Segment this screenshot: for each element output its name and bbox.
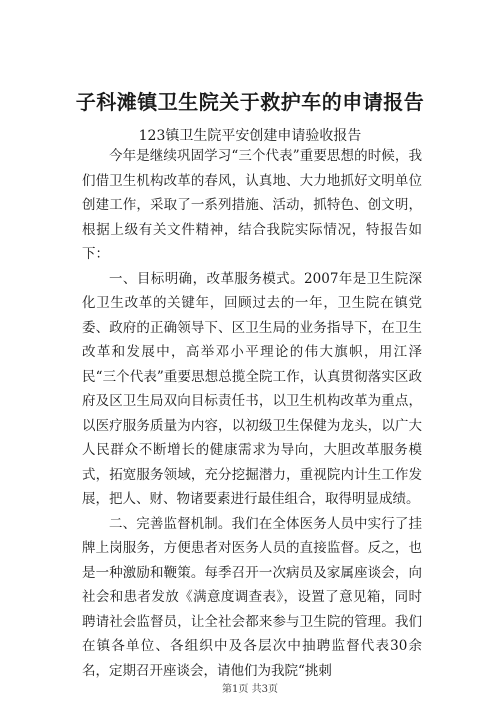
document-subtitle: 123镇卫生院平安创建申请验收报告 [138,128,362,144]
paragraph-section-1: 一、目标明确，改革服务模式。2007年是卫生院深化卫生改革的关键年，回顾过去的一年，卫生院在镇党委、政府的正确领导下、区卫生局的业务指导下，在卫生改革和发展中，高举邓小平理论的伟大旗帜，用江泽民“三个代表”重要思想总揽全院工作，认真贯彻落实区政府及区卫生局双向目标责任书，以卫生机构改革为重点，以医疗服务质量为内容，以初级卫生保健为龙头，以广大人民群众不断增长的健康需求为导向，大胆改革服务模式，拓宽服务领域，充分挖掘潜力，重视院内计生工作发展，把人、财、物诸要素进行最佳组合，取得明显成绩。 [82,270,422,507]
paragraph-intro: 今年是继续巩固学习“三个代表”重要思想的时候，我们借卫生机构改革的春风，认真地、大力地抓好文明单位创建工作，采取了一系列措施、活动，抓特色、创文明，根据上级有关文件精神，结合我院实际情况，特报告如下： [82,148,422,262]
page-footer: 第1页 共3页 [222,684,278,695]
document-body [82,144,422,683]
document-title: 子科滩镇卫生院关于救护车的申请报告 [75,90,425,114]
paragraph-section-2: 二、完善监督机制。我们在全体医务人员中实行了挂牌上岗服务，方便患者对医务人员的直接监督。反之，也是一种激励和鞭策。每季召开一次病员及家属座谈会，向社会和患者发放《满意度调查表》，设置了意见箱，同时聘请社会监督员，让全社会都来参与卫生院的管理。我们在镇各单位、各组织中及各层次中抽聘监督代表30余名，定期召开座谈会，请他们为我院“挑刺 [82,515,422,679]
